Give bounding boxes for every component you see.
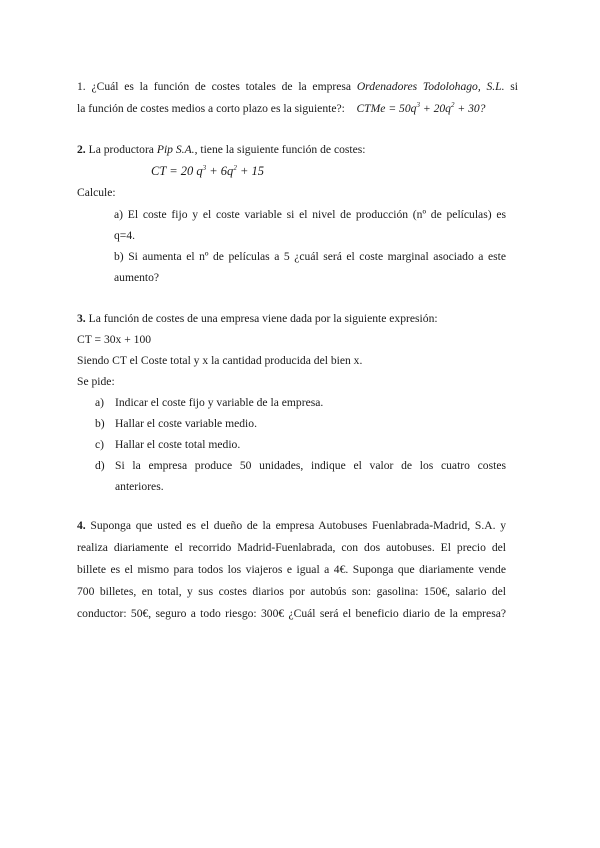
q3-number: 3. [77, 312, 86, 325]
q2-item-b-line-1: b) Si aumenta el nº de películas a 5 ¿cuál será el coste marginal asociado a este [114, 250, 506, 263]
q1-text-end: si [510, 80, 519, 93]
q4-line-1: 4. Suponga que usted es el dueño de la empresa Autobuses Fuenlabrada-Madrid, S.A. y [77, 519, 506, 532]
q1-text-2: la función de costes medios a corto plazo es la siguiente?: [77, 102, 345, 115]
q3-se-pide: Se pide: [77, 375, 115, 388]
q3-item-a: a) Indicar el coste fijo y variable de la empresa. [95, 396, 324, 409]
q2-intro: 2. La productora Pip S.A., tiene la siguiente función de costes: [77, 143, 366, 156]
q2-item-a-line-2: q=4. [114, 229, 136, 242]
q1-number: 1. [77, 80, 86, 93]
q3-intro: 3. La función de costes de una empresa viene dada por la siguiente expresión: [77, 312, 438, 325]
q4-line-3: billete es el mismo para todos los viajeros e igual a 4€. Suponga que diariamente vende [77, 563, 506, 576]
q4-line-4: 700 billetes, en total, y sus costes diarios por autobús son: gasolina: 150€, salario del [77, 585, 506, 598]
q2-item-a-line-1: a) El coste fijo y el coste variable si el nivel de producción (nº de películas) es [114, 208, 506, 221]
q2-calcule: Calcule: [77, 186, 116, 199]
q2-company: Pip S.A. [156, 143, 195, 156]
q1-line-1 [77, 80, 518, 94]
q3-item-c: c) Hallar el coste total medio. [95, 438, 241, 451]
q1-formula: CTMe = $50q^3 + 20q^2 + 30$? [356, 101, 486, 115]
q3-item-d: d) Si la empresa produce 50 unidades, indique el valor de los cuatro costes [95, 459, 506, 472]
q1-company: Ordenadores Todolohago, S.L. [356, 80, 505, 93]
q4-number: 4. [77, 519, 86, 532]
q2-item-b-line-2: aumento? [114, 271, 160, 284]
q3-siendo: Siendo CT el Coste total y x la cantidad producida del bien x. [77, 354, 363, 367]
q2-number: 2. [77, 143, 86, 156]
q2-formula: CT = 20 $q^3 + 6q^2 + 15$ [151, 164, 264, 178]
q1-text: ¿Cuál es la función de costes totales de la empresa [91, 80, 352, 93]
q4-line-5: conductor: 50€, seguro a todo riesgo: 300€ ¿Cuál será el beneficio diario de la empresa? [77, 607, 506, 620]
q3-item-b: b) Hallar el coste variable medio. [95, 417, 257, 430]
q3-formula: CT = 30x + 100 [77, 333, 152, 346]
q1-line-2 [77, 102, 485, 116]
q4-line-2: realiza diariamente el recorrido Madrid-Fuenlabrada, con dos autobuses. El precio del [77, 541, 506, 554]
q3-item-d-line-2: anteriores. [115, 480, 164, 493]
